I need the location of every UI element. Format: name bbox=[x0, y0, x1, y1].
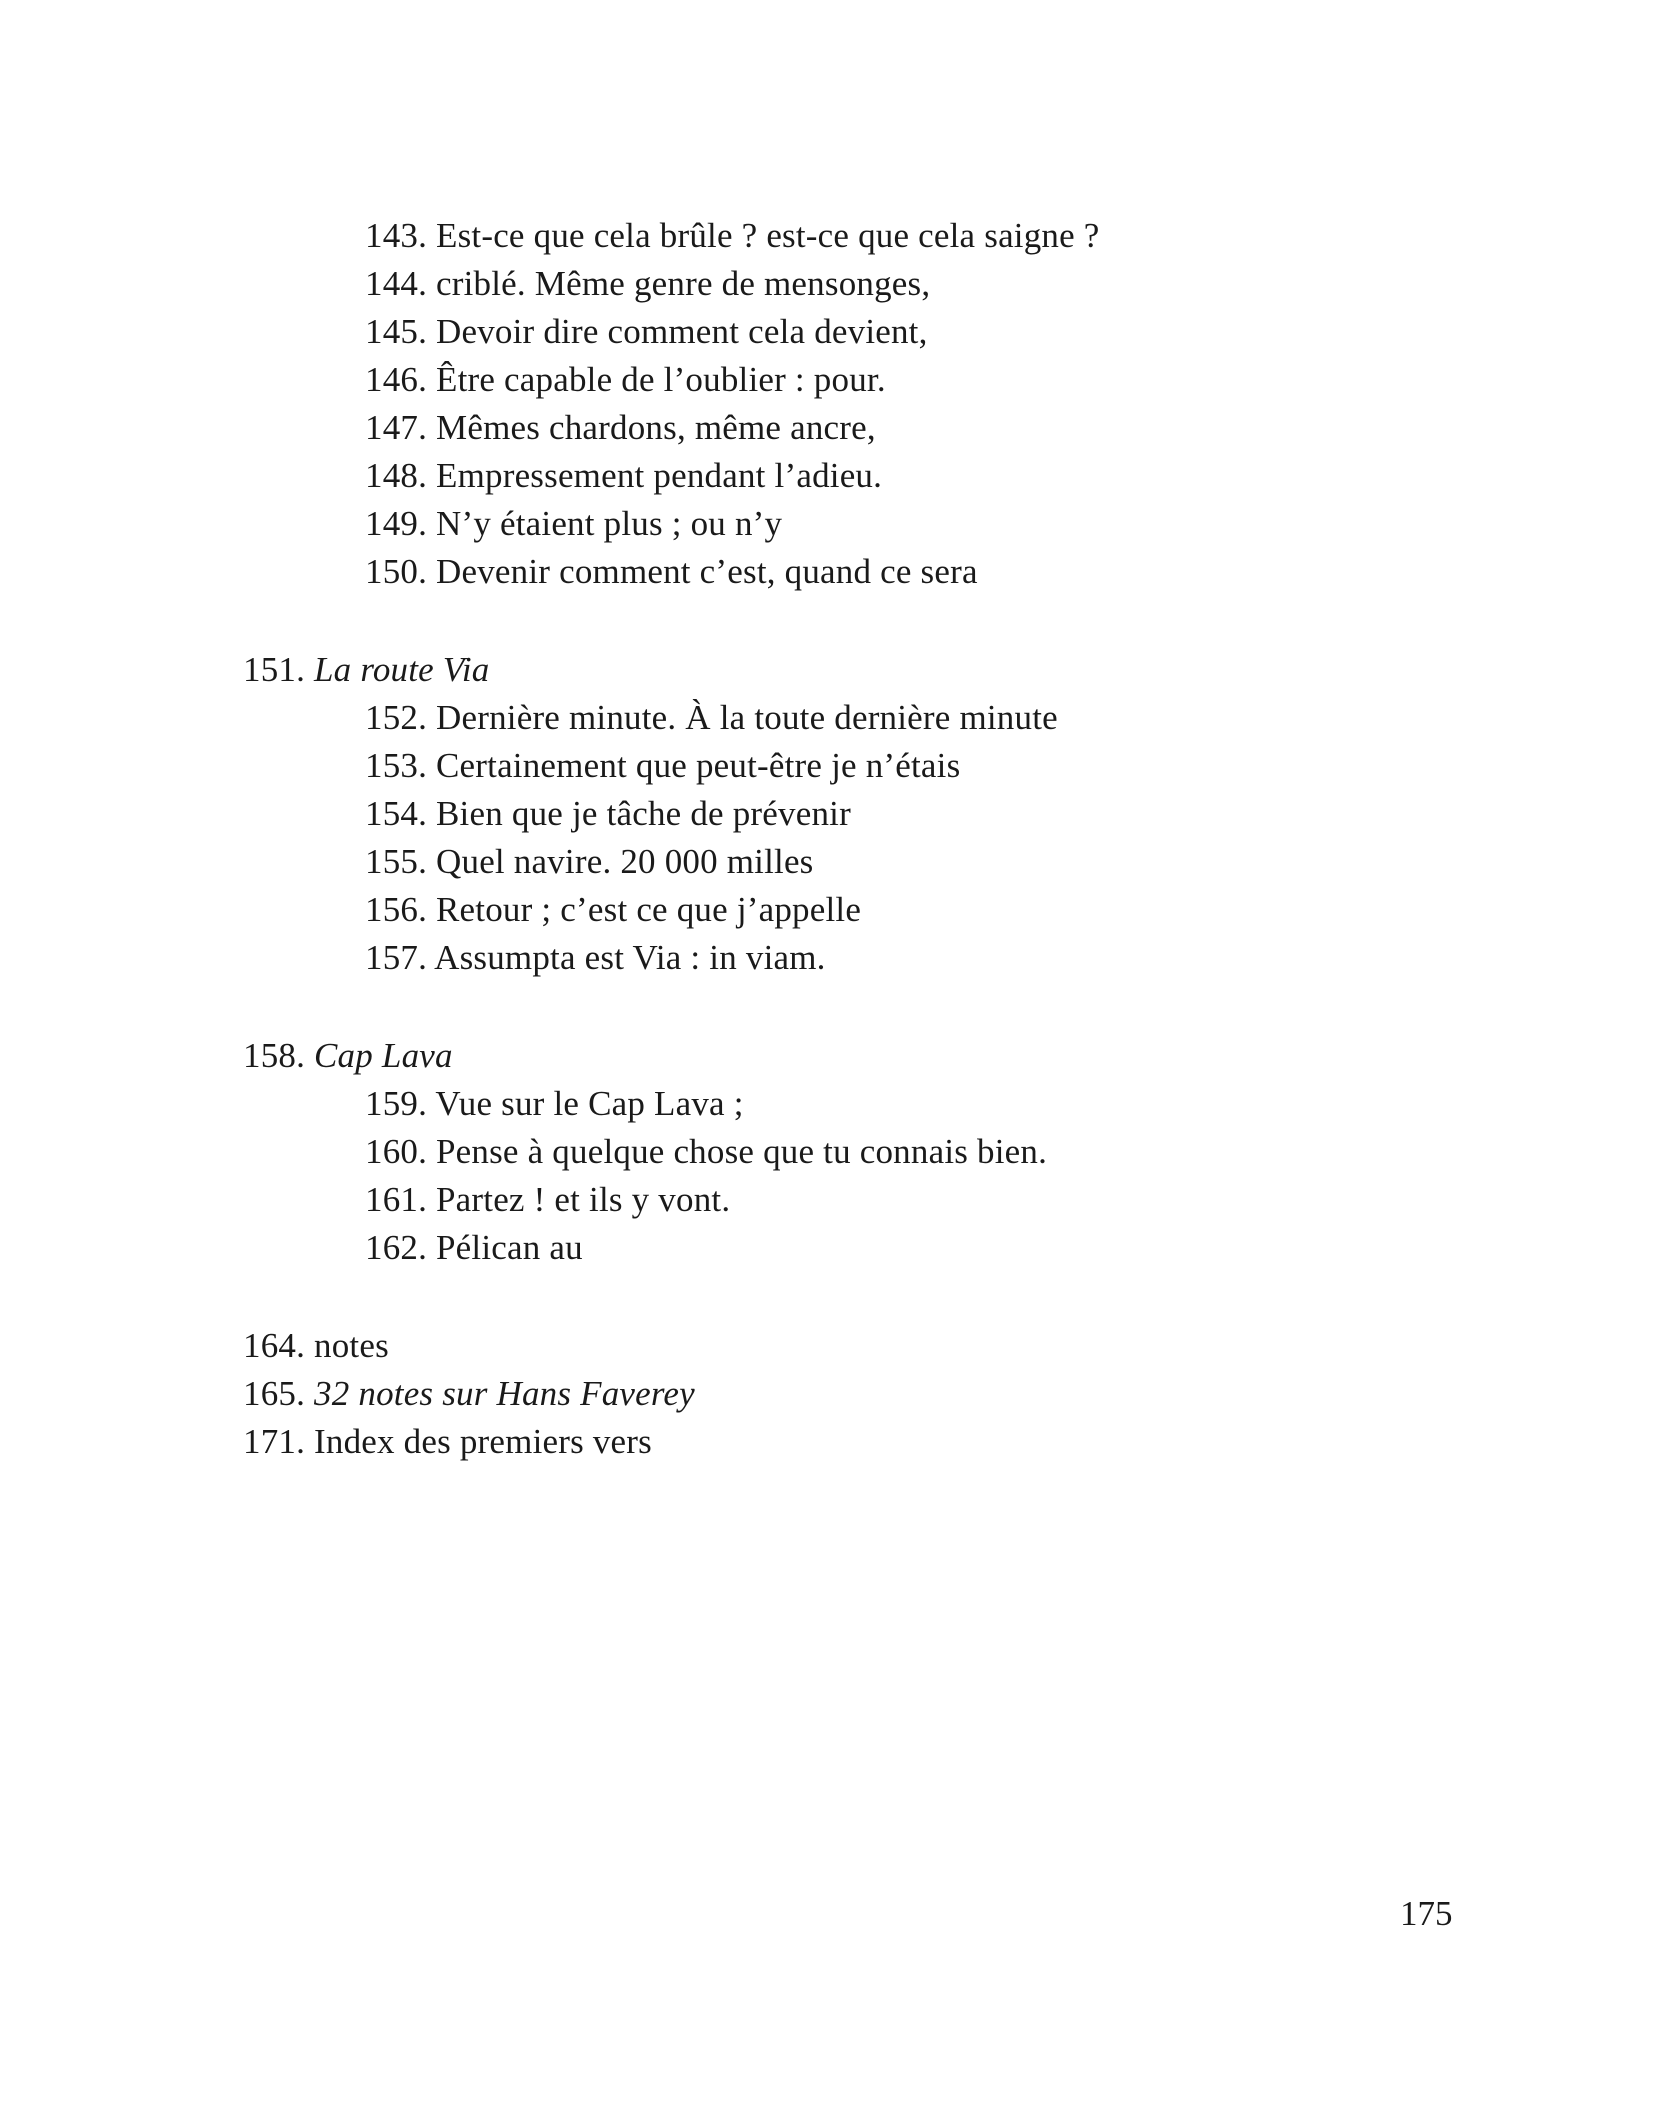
entry-number: 157. bbox=[365, 938, 428, 977]
toc-entry bbox=[365, 1128, 1047, 1176]
toc-entry bbox=[365, 500, 782, 548]
entry-number: 148. bbox=[365, 456, 428, 495]
entry-text: Certainement que peut-être je n’étais bbox=[436, 746, 961, 785]
toc-entry bbox=[365, 790, 851, 838]
entry-text: Pense à quelque chose que tu connais bien. bbox=[436, 1132, 1048, 1171]
toc-entry bbox=[365, 548, 978, 596]
entry-text: Pélican au bbox=[436, 1228, 583, 1267]
entry-text: Partez ! et ils y vont. bbox=[436, 1180, 731, 1219]
entry-text: criblé. Même genre de mensonges, bbox=[436, 264, 931, 303]
entry-number: 146. bbox=[365, 360, 428, 399]
entry-text: N’y étaient plus ; ou n’y bbox=[436, 504, 783, 543]
toc-entry bbox=[365, 1224, 583, 1272]
toc-entry bbox=[365, 886, 861, 934]
toc-section-heading bbox=[243, 646, 489, 694]
entry-number: 161. bbox=[365, 1180, 428, 1219]
toc-entry bbox=[365, 260, 930, 308]
entry-number: 150. bbox=[365, 552, 428, 591]
entry-number: 164. bbox=[243, 1326, 306, 1365]
toc-entry bbox=[365, 1176, 730, 1224]
entry-number: 155. bbox=[365, 842, 428, 881]
entry-number: 159. bbox=[365, 1084, 428, 1123]
entry-text: Mêmes chardons, même ancre, bbox=[436, 408, 876, 447]
toc-entry bbox=[365, 742, 960, 790]
section-title: La route Via bbox=[314, 650, 490, 689]
entry-number: 152. bbox=[365, 698, 428, 737]
section-title: Cap Lava bbox=[314, 1036, 453, 1075]
entry-text: 32 notes sur Hans Faverey bbox=[314, 1374, 695, 1413]
entry-number: 165. bbox=[243, 1374, 306, 1413]
entry-text: Est-ce que cela brûle ? est-ce que cela saigne ? bbox=[436, 216, 1100, 255]
entry-number: 160. bbox=[365, 1132, 428, 1171]
toc-end-entry bbox=[243, 1322, 389, 1370]
entry-number: 162. bbox=[365, 1228, 428, 1267]
entry-text: Dernière minute. À la toute dernière minute bbox=[436, 698, 1058, 737]
entry-text: Index des premiers vers bbox=[314, 1422, 652, 1461]
entry-number: 154. bbox=[365, 794, 428, 833]
toc-entry bbox=[365, 1080, 744, 1128]
entry-number: 156. bbox=[365, 890, 428, 929]
toc-entry bbox=[365, 838, 814, 886]
entry-text: Vue sur le Cap Lava ; bbox=[435, 1084, 744, 1123]
entry-text: Retour ; c’est ce que j’appelle bbox=[436, 890, 862, 929]
entry-text: Devoir dire comment cela devient, bbox=[436, 312, 928, 351]
entry-text: Empressement pendant l’adieu. bbox=[436, 456, 883, 495]
entry-text: Assumpta est Via : in viam. bbox=[434, 938, 826, 977]
toc-end-entry bbox=[243, 1370, 695, 1418]
entry-number: 171. bbox=[243, 1422, 306, 1461]
entry-number: 145. bbox=[365, 312, 428, 351]
toc-entry bbox=[365, 356, 886, 404]
toc-entry bbox=[365, 308, 928, 356]
entry-text: Quel navire. 20 000 milles bbox=[436, 842, 814, 881]
toc-entry bbox=[365, 212, 1100, 260]
entry-number: 149. bbox=[365, 504, 428, 543]
toc-entry bbox=[365, 694, 1058, 742]
entry-text: Devenir comment c’est, quand ce sera bbox=[436, 552, 978, 591]
toc-entry bbox=[365, 934, 826, 982]
toc-entry bbox=[365, 404, 876, 452]
section-number: 158. bbox=[243, 1036, 306, 1075]
entry-text: notes bbox=[314, 1326, 389, 1365]
entry-number: 143. bbox=[365, 216, 428, 255]
entry-number: 153. bbox=[365, 746, 428, 785]
entry-number: 144. bbox=[365, 264, 428, 303]
toc-end-entry bbox=[243, 1418, 652, 1466]
section-number: 151. bbox=[243, 650, 306, 689]
entry-number: 147. bbox=[365, 408, 428, 447]
page-number: 175 bbox=[1400, 1894, 1453, 1933]
entry-text: Être capable de l’oublier : pour. bbox=[436, 360, 886, 399]
toc-section-heading bbox=[243, 1032, 453, 1080]
entry-text: Bien que je tâche de prévenir bbox=[436, 794, 851, 833]
toc-entry bbox=[365, 452, 882, 500]
